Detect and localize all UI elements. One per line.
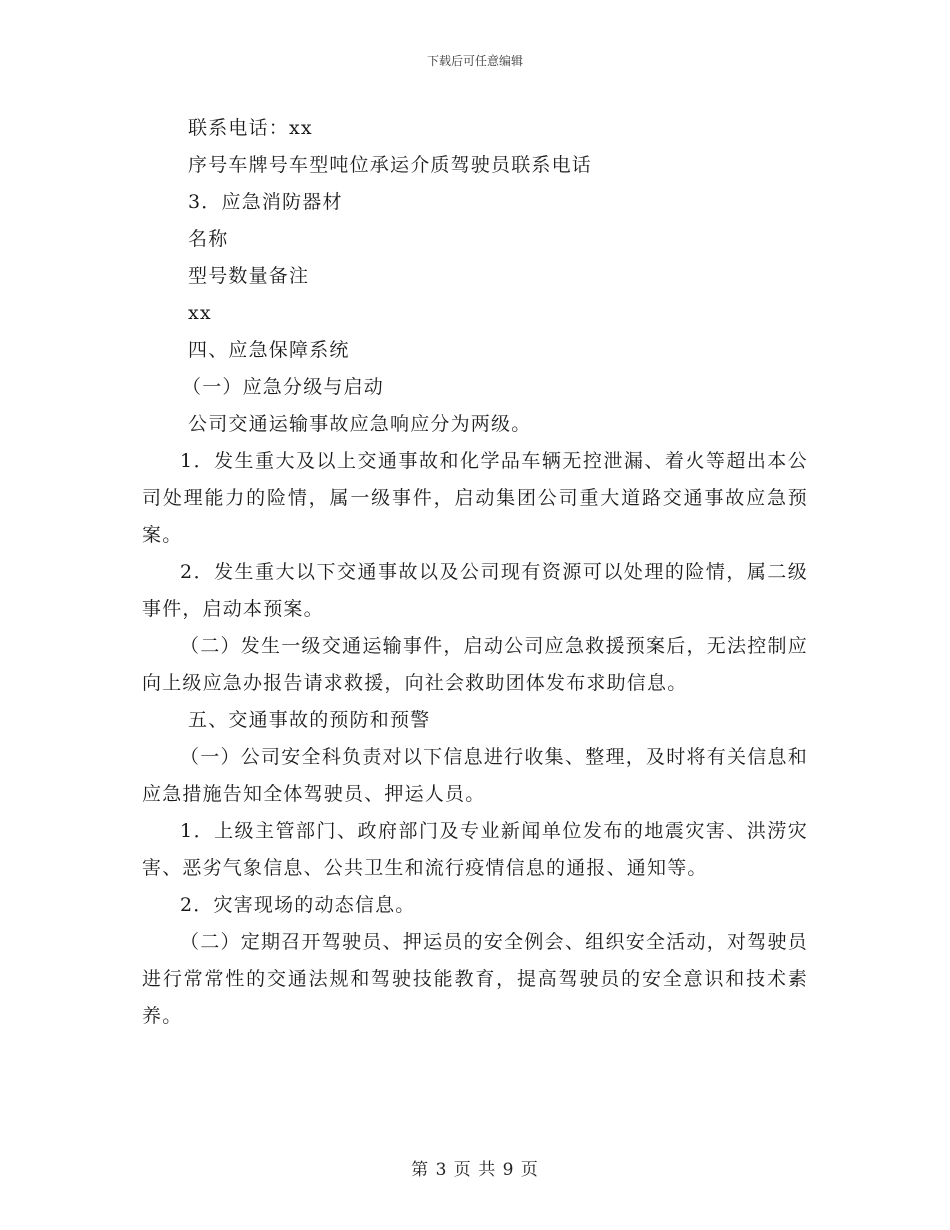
section4-title: 四、应急保障系统 — [188, 339, 350, 361]
contact-phone-line: 联系电话：xx — [188, 117, 313, 139]
section4-sub2-paragraph: （二）发生一级交通运输事件，启动公司应急救援预案后，无法控制应向上级应急办报告请求救援，向社会救助团体发布求助信息。 — [142, 635, 808, 694]
document-body — [142, 110, 808, 1035]
section4-sub1-title: （一）应急分级与启动 — [182, 376, 385, 398]
section5-item2-paragraph: 2．灾害现场的动态信息。 — [180, 894, 416, 916]
section5-item1-paragraph: 1．上级主管部门、政府部门及专业新闻单位发布的地震灾害、洪涝灾害、恶劣气象信息、公共卫生和流行疫情信息的通报、通知等。 — [142, 820, 808, 879]
page-number-footer: 第 3 页 共 9 页 — [411, 1160, 539, 1180]
section5-sub1-paragraph: （一）公司安全科负责对以下信息进行收集、整理，及时将有关信息和应急措施告知全体驾驶员、押运人员。 — [142, 746, 808, 805]
equipment-name-label: 名称 — [188, 228, 229, 250]
section5-sub2-paragraph: （二）定期召开驾驶员、押运员的安全例会、组织安全活动，对驾驶员进行常常性的交通法规和驾驶技能教育，提高驾驶员的安全意识和技术素养。 — [142, 931, 808, 1027]
section5-title: 五、交通事故的预防和预警 — [188, 709, 431, 731]
response-levels-line: 公司交通运输事故应急响应分为两级。 — [188, 413, 532, 435]
fire-equipment-heading: 3．应急消防器材 — [188, 191, 343, 213]
level2-paragraph: 2．发生重大以下交通事故以及公司现有资源可以处理的险情，属二级事件，启动本预案。 — [142, 561, 808, 620]
header-note: 下载后可任意编辑 — [426, 54, 523, 68]
vehicle-table-header: 序号车牌号车型吨位承运介质驾驶员联系电话 — [188, 154, 593, 176]
equipment-columns-label: 型号数量备注 — [188, 265, 310, 287]
level1-paragraph: 1．发生重大及以上交通事故和化学品车辆无控泄漏、着火等超出本公司处理能力的险情，属一级事件，启动集团公司重大道路交通事故应急预案。 — [142, 450, 808, 546]
equipment-value: xx — [188, 302, 212, 324]
